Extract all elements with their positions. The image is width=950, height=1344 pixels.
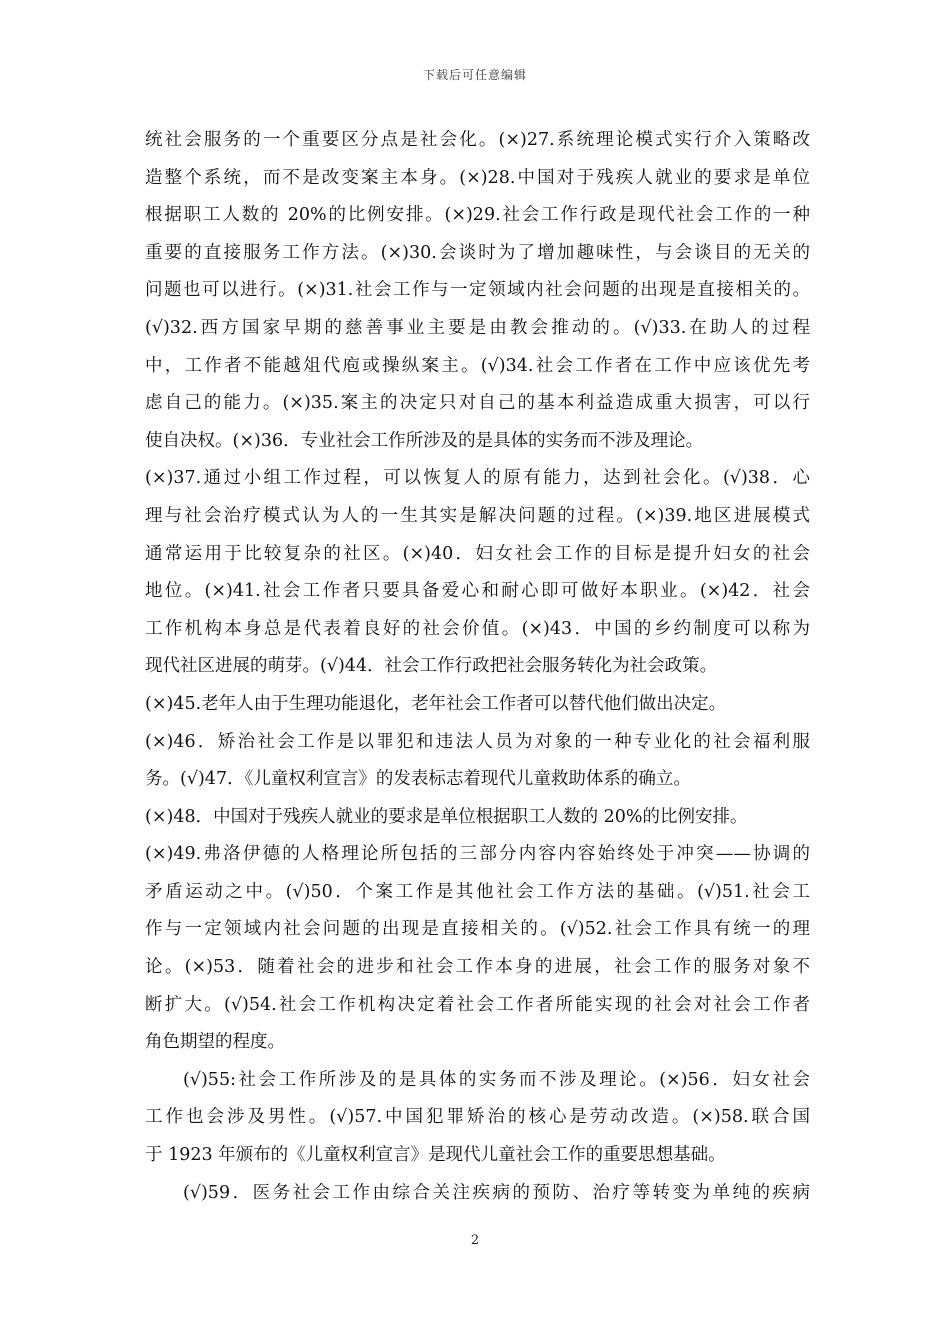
text-line: 工作机构本身总是代表着良好的社会价值。(×)43．中国的乡约制度可以称为 [145,618,810,639]
text-line: (√)32.西方国家早期的慈善事业主要是由教会推动的。(√)33.在助人的过程 [145,317,810,338]
text-line: (√)55:社会工作所涉及的是具体的实务而不涉及理论。(×)56．妇女社会 [183,1069,810,1090]
text-line: 论。(×)53．随着社会的进步和社会工作本身的进展，社会工作的服务对象不 [145,957,810,978]
text-line: 矛盾运动之中。(√)50．个案工作是其他社会工作方法的基础。(√)51.社会工 [145,881,810,902]
text-line: 统社会服务的一个重要区分点是社会化。(×)27.系统理论模式实行介入策略改 [145,130,810,150]
text-line: (×)45.老年人由于生理功能退化，老年社会工作者可以替代他们做出决定。 [145,693,727,714]
text-line: (√)59．医务社会工作由综合关注疾病的预防、治疗等转变为单纯的疾病 [183,1182,810,1203]
text-line: 地位。(×)41.社会工作者只要具备爱心和耐心即可做好本职业。(×)42．社会 [145,581,810,602]
text-line: (×)49.弗洛伊德的人格理论所包括的三部分内容内容始终处于冲突——协调的 [145,844,810,865]
text-line: 通常运用于比较复杂的社区。(×)40．妇女社会工作的目标是提升妇女的社会 [145,543,810,564]
text-line: 务。(√)47．《儿童权利宣言》的发表标志着现代儿童救助体系的确立。 [145,769,691,790]
text-line: 问题也可以进行。(×)31.社会工作与一定领域内社会问题的出现是直接相关的。 [145,280,810,301]
text-line: 使自决权。(×)36．专业社会工作所涉及的是具体的实务而不涉及理论。 [145,430,704,451]
body-text [145,122,810,1212]
text-line: 理与社会治疗模式认为人的一生其实是解决问题的过程。(×)39.地区进展模式 [145,505,810,526]
text-line: 作与一定领域内社会问题的出现是直接相关的。(√)52.社会工作具有统一的理 [145,919,810,940]
text-line: 现代社区进展的萌芽。(√)44．社会工作行政把社会服务转化为社会政策。 [145,656,718,677]
text-line: 于 1923 年颁布的《儿童权利宣言》是现代儿童社会工作的重要思想基础。 [145,1145,726,1166]
page-header: 下载后可任意编辑 [422,68,527,82]
text-line: 断扩大。(√)54.社会工作机构决定着社会工作者所能实现的社会对社会工作者 [145,994,810,1015]
text-line: 中，工作者不能越俎代庖或操纵案主。(√)34.社会工作者在工作中应该优先考 [145,355,810,376]
page-number: 2 [470,1233,480,1248]
text-line: 虑自己的能力。(×)35.案主的决定只对自己的基本利益造成重大损害，可以行 [145,393,810,414]
text-line: (×)37.通过小组工作过程，可以恢复人的原有能力，达到社会化。(√)38．心 [145,468,810,489]
text-line: 根据职工人数的 20%的比例安排。(×)29.社会工作行政是现代社会工作的一种 [145,205,810,226]
text-line: 重要的直接服务工作方法。(×)30.会谈时为了增加趣味性，与会谈目的无关的 [145,242,810,263]
text-line: (×)48．中国对于残疾人就业的要求是单位根据职工人数的 20%的比例安排。 [145,806,748,827]
text-line: 角色期望的程度。 [145,1032,285,1053]
text-line: 工作也会涉及男性。(√)57.中国犯罪矫治的核心是劳动改造。(×)58.联合国 [145,1107,810,1128]
text-line: (×)46．矫治社会工作是以罪犯和违法人员为对象的一种专业化的社会福利服 [145,731,810,752]
text-line: 造整个系统，而不是改变案主本身。(×)28.中国对于残疾人就业的要求是单位 [145,167,810,188]
